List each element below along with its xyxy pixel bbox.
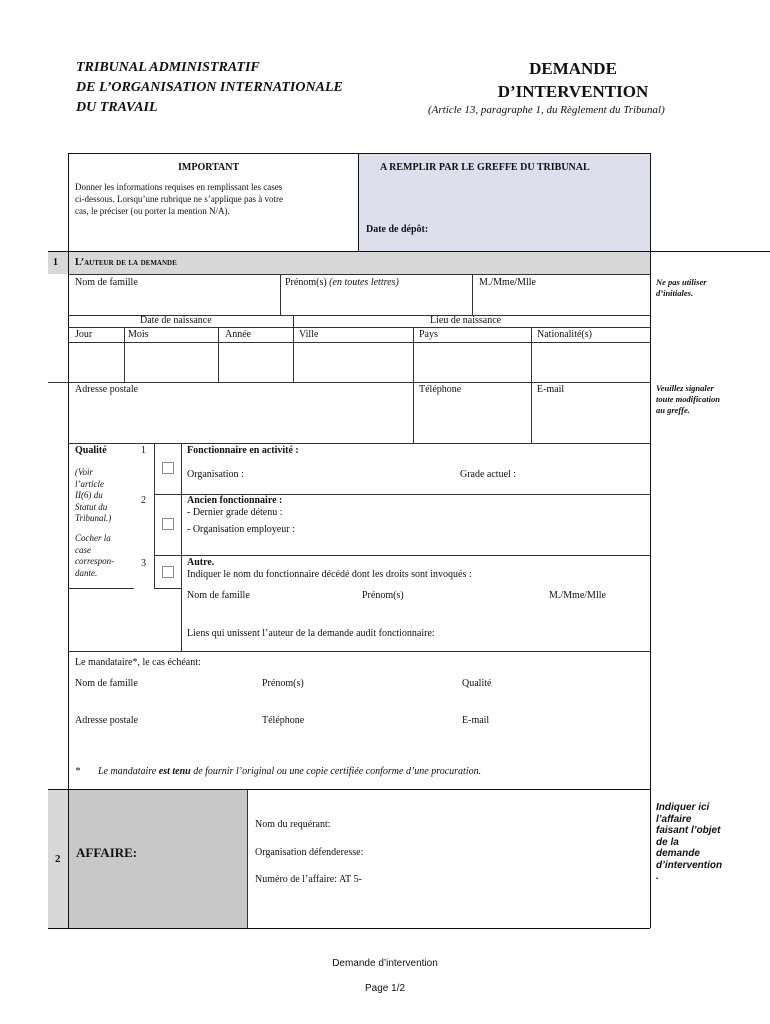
qualite-opt3-checkbox[interactable]: [162, 566, 174, 578]
adresse-field[interactable]: [69, 397, 412, 442]
date-naissance-label: Date de naissance: [140, 315, 212, 326]
jour-field[interactable]: [69, 343, 123, 381]
greffe-title: A REMPLIR PAR LE GREFFE DU TRIBUNAL: [380, 162, 590, 173]
organisation-defenderesse-label: Organisation défenderesse:: [255, 847, 364, 858]
qualite-opt3-instruction: Indiquer le nom du fonctionnaire décédé dont les droits sont invoqués :: [187, 569, 472, 580]
qualite-opt2-title: Ancien fonctionnaire :: [187, 495, 283, 506]
mandataire-nom-label: Nom de famille: [75, 678, 138, 689]
qualite-opt1-checkbox[interactable]: [162, 462, 174, 474]
mandataire-adresse-label: Adresse postale: [75, 715, 139, 726]
qualite-opt1-grade-label: Grade actuel :: [460, 469, 517, 480]
mandataire-procuration-note: * Le mandataire est tenu de fournir l’original ou une copie certifiée conforme d’une procuration.: [75, 766, 482, 777]
ville-field[interactable]: [294, 343, 412, 381]
civilite-field[interactable]: [473, 290, 649, 314]
qualite-opt1-number: 1: [141, 445, 146, 456]
nom-field[interactable]: [69, 290, 279, 314]
note-affaire: Indiquer ici l’affaire faisant l’objet de la demande d’intervention .: [656, 802, 723, 882]
nationalite-label: Nationalité(s): [537, 329, 592, 340]
qualite-opt3-nom-label: Nom de famille: [187, 590, 250, 601]
lieu-naissance-label: Lieu de naissance: [430, 315, 502, 326]
requerant-label: Nom du requérant:: [255, 819, 331, 830]
telephone-label: Téléphone: [419, 384, 462, 395]
qualite-opt2-org-label: - Organisation employeur :: [187, 524, 295, 535]
mandataire-title: Le mandataire*, le cas échéant:: [75, 657, 201, 668]
qualite-opt3-liens-label: Liens qui unissent l’auteur de la demande audit fonctionnaire:: [187, 628, 435, 639]
qualite-opt1-title: Fonctionnaire en activité :: [187, 445, 299, 456]
qualite-label: Qualité: [75, 445, 107, 456]
important-text-line3: cas, le préciser (ou porter la mention N/A).: [75, 206, 230, 216]
mandataire-qualite-label: Qualité: [462, 678, 492, 689]
section1-title: L’auteur de la demande: [75, 257, 177, 268]
section2-number: 2: [55, 853, 61, 865]
section2-title: AFFAIRE:: [76, 845, 138, 860]
qualite-opt2-checkbox[interactable]: [162, 518, 174, 530]
email-field[interactable]: [532, 397, 649, 442]
mois-label: Mois: [128, 329, 149, 340]
qualite-opt3-prenom-label: Prénom(s): [362, 590, 404, 601]
pays-field[interactable]: [414, 343, 530, 381]
nom-label: Nom de famille: [75, 277, 138, 288]
annee-label: Année: [225, 329, 252, 340]
note-modification: Veuillez signaler toute modification au greffe.: [656, 383, 720, 415]
mandataire-telephone-label: Téléphone: [262, 715, 305, 726]
document-title-line2: D’INTERVENTION: [497, 82, 649, 101]
mois-field[interactable]: [125, 343, 217, 381]
tribunal-name-line2: DE L’ORGANISATION INTERNATIONALE: [76, 80, 343, 95]
document-subtitle: (Article 13, paragraphe 1, du Règlement du Tribunal): [428, 104, 665, 116]
tribunal-name-line1: TRIBUNAL ADMINISTRATIF: [76, 60, 260, 75]
prenom-field[interactable]: [281, 290, 471, 314]
telephone-field[interactable]: [414, 397, 530, 442]
numero-affaire-label: Numéro de l’affaire: AT 5-: [255, 874, 362, 885]
footer-page-number: Page 1/2: [364, 983, 406, 994]
qualite-opt3-title: Autre.: [187, 557, 215, 568]
qualite-opt3-civilite-label: M./Mme/Mlle: [549, 590, 606, 601]
mandataire-email-label: E-mail: [462, 715, 490, 726]
document-title-line1: DEMANDE: [529, 59, 617, 78]
annee-field[interactable]: [219, 343, 292, 381]
important-text-line1: Donner les informations requises en remplissant les cases: [75, 182, 283, 192]
prenom-label: Prénom(s): [285, 277, 330, 288]
important-title: IMPORTANT: [178, 162, 240, 173]
pays-label: Pays: [419, 329, 438, 340]
ville-label: Ville: [299, 329, 319, 340]
qualite-cocher-note: Cocher la case correspon- dante.: [75, 533, 115, 578]
tribunal-name-line3: DU TRAVAIL: [76, 100, 158, 115]
civilite-label: M./Mme/Mlle: [479, 277, 536, 288]
nationalite-field[interactable]: [532, 343, 649, 381]
qualite-opt2-number: 2: [141, 495, 146, 506]
email-label: E-mail: [537, 384, 565, 395]
qualite-opt3-number: 3: [141, 558, 146, 569]
qualite-opt2-grade-label: - Dernier grade détenu :: [187, 507, 283, 518]
qualite-opt1-org-label: Organisation :: [187, 469, 244, 480]
footer-document-name: Demande d’intervention: [332, 958, 438, 969]
prenom-note: (en toutes lettres): [329, 277, 399, 288]
section1-number: 1: [53, 257, 58, 268]
qualite-article-note: (Voir l’article II(6) du Statut du Tribunal.): [75, 467, 112, 523]
important-text-line2: ci-dessous. Lorsqu’une rubrique ne s’applique pas à votre: [75, 194, 283, 204]
mandataire-prenom-label: Prénom(s): [262, 678, 304, 689]
adresse-label: Adresse postale: [75, 384, 139, 395]
date-depot-label: Date de dépôt:: [366, 224, 429, 235]
note-initiales: Ne pas utiliser d’initiales.: [656, 277, 707, 298]
jour-label: Jour: [75, 329, 93, 340]
